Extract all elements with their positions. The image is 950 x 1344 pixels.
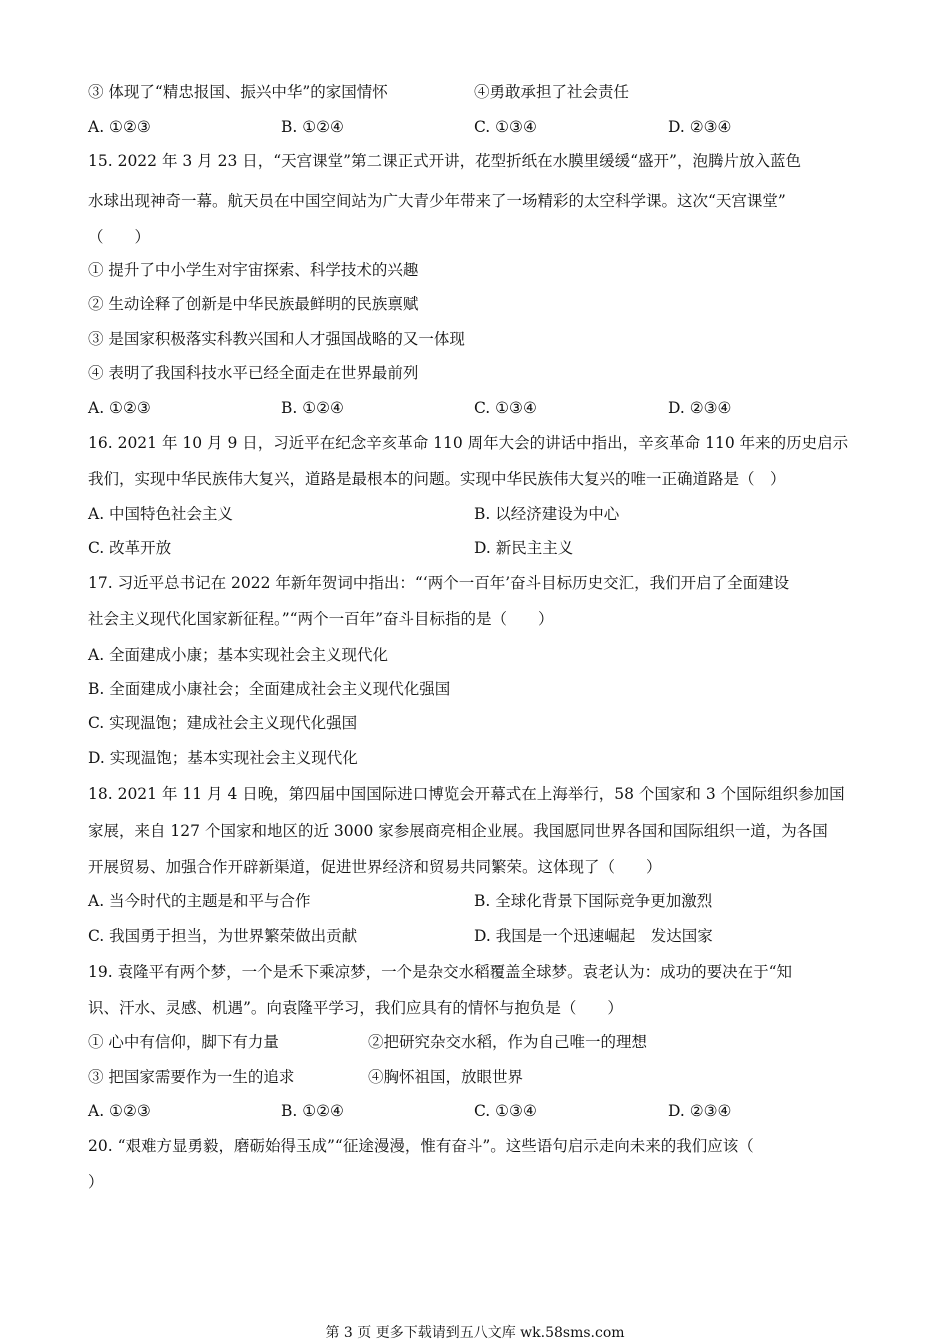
q18-option-d[interactable]: D. 我国是一个迅速崛起 发达国家 [474, 927, 713, 945]
q16-option-c[interactable]: C. 改革开放 [88, 539, 172, 557]
q16-option-b[interactable]: B. 以经济建设为中心 [474, 505, 620, 523]
q15-option-a[interactable]: A. ①②③ [88, 399, 151, 417]
q19-item-1: ① 心中有信仰，脚下有力量 [88, 1033, 279, 1051]
q15-stem-line-1: 15. 2022 年 3 月 23 日，“天宫课堂”第二课正式开讲，花型折纸在水膜里缓缓“盛开”，泡腾片放入蓝色 [88, 152, 801, 170]
q19-stem-line-1: 19. 袁隆平有两个梦，一个是禾下乘凉梦，一个是杂交水稻覆盖全球梦。袁老认为：成功的要决在于“知 [88, 963, 793, 981]
q19-stem-line-2: 识、汗水、灵感、机遇”。向袁隆平学习，我们应具有的情怀与抱负是（ ） [88, 999, 623, 1017]
page-footer: 第 3 页 更多下载请到五八文库 wk.58sms.com [325, 1325, 625, 1341]
q19-item-4: ④胸怀祖国，放眼世界 [368, 1068, 524, 1086]
q16-stem-line-2: 我们，实现中华民族伟大复兴，道路是最根本的问题。实现中华民族伟大复兴的唯一正确道路是（ ） [88, 470, 786, 488]
q14-item-3: ③ 体现了“精忠报国、振兴中华”的家国情怀 [88, 83, 388, 101]
q16-option-a[interactable]: A. 中国特色社会主义 [88, 505, 234, 523]
q14-option-b[interactable]: B. ①②④ [281, 118, 344, 136]
q18-stem-line-3: 开展贸易、加强合作开辟新渠道，促进世界经济和贸易共同繁荣。这体现了（ ） [88, 858, 662, 876]
q14-option-c[interactable]: C. ①③④ [474, 118, 537, 136]
q15-option-c[interactable]: C. ①③④ [474, 399, 537, 417]
q14-option-d[interactable]: D. ②③④ [668, 118, 732, 136]
q15-item-2: ② 生动诠释了创新是中华民族最鲜明的民族禀赋 [88, 295, 419, 313]
q15-item-1: ① 提升了中小学生对宇宙探索、科学技术的兴趣 [88, 261, 419, 279]
q15-item-4: ④ 表明了我国科技水平已经全面走在世界最前列 [88, 364, 419, 382]
q17-stem-line-1: 17. 习近平总书记在 2022 年新年贺词中指出：“‘两个一百年’奋斗目标历史交汇，我们开启了全面建设 [88, 574, 790, 592]
q16-option-d[interactable]: D. 新民主主义 [474, 539, 574, 557]
q14-item-4: ④勇敢承担了社会责任 [474, 83, 630, 101]
q17-stem-line-2: 社会主义现代化国家新征程。”“两个一百年”奋斗目标指的是（ ） [88, 610, 554, 628]
q18-option-b[interactable]: B. 全球化背景下国际竞争更加激烈 [474, 892, 713, 910]
q18-option-c[interactable]: C. 我国勇于担当，为世界繁荣做出贡献 [88, 927, 358, 945]
q18-stem-line-1: 18. 2021 年 11 月 4 日晚，第四届中国国际进口博览会开幕式在上海举行，58 个国家和 3 个国际组织参加国 [88, 785, 845, 803]
q15-item-3: ③ 是国家积极落实科教兴国和人才强国战略的又一体现 [88, 330, 465, 348]
q19-option-b[interactable]: B. ①②④ [281, 1102, 344, 1120]
q19-item-2: ②把研究杂交水稻，作为自己唯一的理想 [368, 1033, 648, 1051]
q19-item-3: ③ 把国家需要作为一生的追求 [88, 1068, 295, 1086]
q19-option-d[interactable]: D. ②③④ [668, 1102, 732, 1120]
q18-option-a[interactable]: A. 当今时代的主题是和平与合作 [88, 892, 311, 910]
q15-stem-line-2: 水球出现神奇一幕。航天员在中国空间站为广大青少年带来了一场精彩的太空科学课。这次“天宫课堂” [88, 192, 786, 210]
q17-option-a[interactable]: A. 全面建成小康；基本实现社会主义现代化 [88, 646, 389, 664]
q18-stem-line-2: 家展，来自 127 个国家和地区的近 3000 家参展商亮相企业展。我国愿同世界各国和国际组织一道，为各国 [88, 822, 828, 840]
q19-option-a[interactable]: A. ①②③ [88, 1102, 151, 1120]
q16-stem-line-1: 16. 2021 年 10 月 9 日，习近平在纪念辛亥革命 110 周年大会的讲话中指出，辛亥革命 110 年来的历史启示 [88, 434, 849, 452]
q17-option-c[interactable]: C. 实现温饱；建成社会主义现代化强国 [88, 714, 358, 732]
q14-option-a[interactable]: A. ①②③ [88, 118, 151, 136]
q15-option-d[interactable]: D. ②③④ [668, 399, 732, 417]
q17-option-b[interactable]: B. 全面建成小康社会；全面建成社会主义现代化强国 [88, 680, 451, 698]
q15-option-b[interactable]: B. ①②④ [281, 399, 344, 417]
q20-stem-line-1: 20. “艰难方显勇毅，磨砺始得玉成”“征途漫漫，惟有奋斗”。这些语句启示走向未来的我们应该（ [88, 1137, 754, 1155]
q17-option-d[interactable]: D. 实现温饱；基本实现社会主义现代化 [88, 749, 358, 767]
q20-stem-line-2: ） [88, 1173, 104, 1191]
q15-stem-line-3: （ ） [88, 228, 151, 246]
q19-option-c[interactable]: C. ①③④ [474, 1102, 537, 1120]
